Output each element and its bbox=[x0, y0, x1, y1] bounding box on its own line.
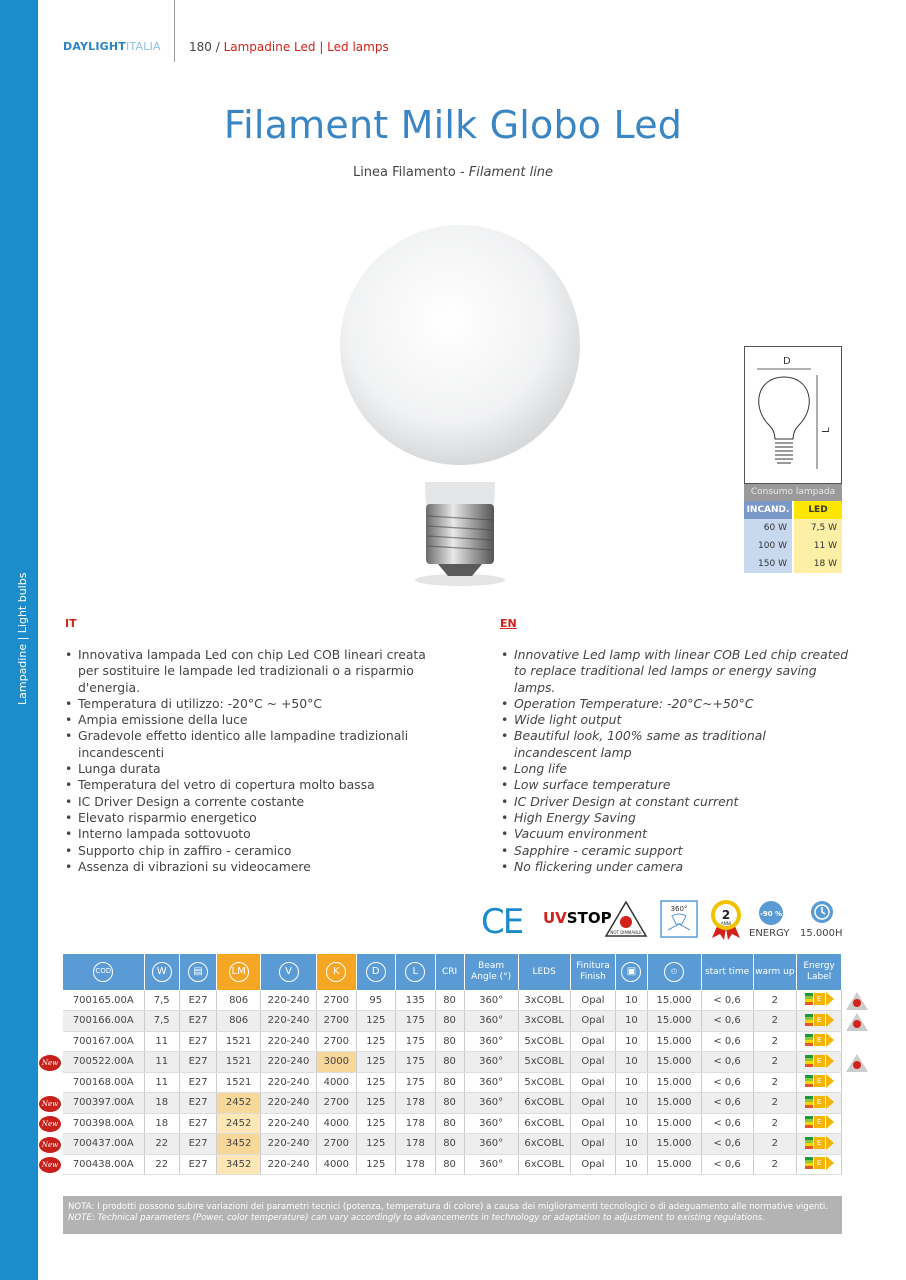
cell-lumen: 1521 bbox=[217, 1031, 261, 1052]
cell-box: 10 bbox=[616, 1072, 647, 1093]
consumption-row: 100 W 11 W bbox=[744, 537, 842, 555]
energy-class-icon: E bbox=[805, 1033, 834, 1047]
cell-leds: 6xCOBL bbox=[518, 1134, 570, 1155]
feature-item: • No flickering under camera bbox=[500, 859, 850, 875]
cell-beam: 360° bbox=[464, 1093, 518, 1114]
uv-stop-icon: UVSTOP bbox=[543, 909, 612, 927]
feature-item: • Vacuum environment bbox=[500, 826, 850, 842]
feature-item: • Lunga durata bbox=[64, 761, 434, 777]
cell-watt: 11 bbox=[144, 1052, 179, 1073]
feature-item: • Interno lampada sottovuoto bbox=[64, 826, 434, 842]
cell-life: 15.000 bbox=[647, 1072, 701, 1093]
col-d-header bbox=[356, 954, 395, 990]
cell-finish: Opal bbox=[570, 1134, 616, 1155]
consumption-header: INCAND. LED bbox=[744, 501, 842, 519]
box-icon: ▣ bbox=[621, 962, 641, 982]
energy-class-icon: E bbox=[805, 1156, 834, 1170]
cell-diameter: 125 bbox=[356, 1093, 395, 1114]
cell-diameter: 125 bbox=[356, 1052, 395, 1073]
cell-life: 15.000 bbox=[647, 1134, 701, 1155]
cell-watt: 11 bbox=[144, 1072, 179, 1093]
feature-item: • Operation Temperature: -20°C~+50°C bbox=[500, 696, 850, 712]
feature-item: • Innovative Led lamp with linear COB Led chip created to replace traditional led lamps or energy saving lamps. bbox=[500, 647, 850, 696]
cell-leds: 5xCOBL bbox=[518, 1031, 570, 1052]
energy-class-icon: E bbox=[805, 1013, 834, 1027]
cell-life: 15.000 bbox=[647, 1031, 701, 1052]
cell-diameter: 125 bbox=[356, 1031, 395, 1052]
cell-diameter: 95 bbox=[356, 990, 395, 1011]
table-row bbox=[63, 1093, 842, 1114]
col-base-header bbox=[179, 954, 216, 990]
feature-item: • IC Driver Design at constant current bbox=[500, 794, 850, 810]
cell-warm: 2 bbox=[753, 1052, 797, 1073]
dimension-diagram-icon bbox=[745, 347, 841, 483]
cell-cri: 80 bbox=[435, 1011, 464, 1032]
cell-length: 178 bbox=[396, 1093, 435, 1114]
cell-box: 10 bbox=[616, 1031, 647, 1052]
col-watt-header bbox=[144, 954, 179, 990]
cell-base: E27 bbox=[179, 1072, 216, 1093]
svg-text:ANNI: ANNI bbox=[721, 921, 731, 926]
watt-icon: W bbox=[152, 962, 172, 982]
cell-start: < 0,6 bbox=[701, 1031, 753, 1052]
not-dimmable-icon bbox=[604, 900, 648, 938]
cell-life: 15.000 bbox=[647, 1093, 701, 1114]
new-badge: New bbox=[39, 1137, 61, 1153]
table-header-row bbox=[63, 954, 842, 990]
cell-box: 10 bbox=[616, 990, 647, 1011]
col-leds-header: LEDS bbox=[518, 954, 570, 990]
cell-code: 700522.00A bbox=[63, 1052, 144, 1073]
product-image bbox=[330, 220, 590, 590]
cell-start: < 0,6 bbox=[701, 1093, 753, 1114]
cell-start: < 0,6 bbox=[701, 1072, 753, 1093]
svg-text:NOT DIMMABLE: NOT DIMMABLE bbox=[610, 930, 642, 935]
cell-start: < 0,6 bbox=[701, 1113, 753, 1134]
cell-diameter: 125 bbox=[356, 1011, 395, 1032]
cell-length: 135 bbox=[396, 990, 435, 1011]
cell-beam: 360° bbox=[464, 1031, 518, 1052]
cell-cri: 80 bbox=[435, 1113, 464, 1134]
cell-energy-label bbox=[797, 1093, 842, 1114]
cell-kelvin: 4000 bbox=[317, 1113, 356, 1134]
cell-beam: 360° bbox=[464, 990, 518, 1011]
cell-watt: 22 bbox=[144, 1154, 179, 1175]
cell-warm: 2 bbox=[753, 1093, 797, 1114]
energy-class-icon: E bbox=[805, 1115, 834, 1129]
dimension-drawing bbox=[744, 346, 842, 484]
diameter-icon: D bbox=[366, 962, 386, 982]
feature-item: • Sapphire - ceramic support bbox=[500, 843, 850, 859]
cell-start: < 0,6 bbox=[701, 990, 753, 1011]
energy-label-text: ENERGY bbox=[749, 928, 790, 939]
lumen-icon: LM bbox=[229, 962, 249, 982]
cell-finish: Opal bbox=[570, 1113, 616, 1134]
col-volt-header bbox=[260, 954, 316, 990]
lang-label-en: EN bbox=[500, 617, 517, 630]
feature-item: • Assenza di vibrazioni su videocamere bbox=[64, 859, 434, 875]
cell-cri: 80 bbox=[435, 1031, 464, 1052]
cell-base: E27 bbox=[179, 1113, 216, 1134]
cell-warm: 2 bbox=[753, 1011, 797, 1032]
cell-volt: 220-240 bbox=[260, 1134, 316, 1155]
header-divider bbox=[174, 0, 175, 62]
cell-volt: 220-240 bbox=[260, 1113, 316, 1134]
cell-finish: Opal bbox=[570, 1031, 616, 1052]
feature-item: • IC Driver Design a corrente costante bbox=[64, 794, 434, 810]
cell-watt: 18 bbox=[144, 1113, 179, 1134]
cell-life: 15.000 bbox=[647, 990, 701, 1011]
dimmable-warning-icon bbox=[846, 1054, 868, 1072]
col-box-header bbox=[616, 954, 647, 990]
cell-box: 10 bbox=[616, 1154, 647, 1175]
cell-leds: 5xCOBL bbox=[518, 1052, 570, 1073]
cell-finish: Opal bbox=[570, 1072, 616, 1093]
kelvin-icon: K bbox=[326, 962, 346, 982]
beam-angle-icon bbox=[660, 900, 698, 938]
volt-icon: V bbox=[279, 962, 299, 982]
cell-length: 178 bbox=[396, 1134, 435, 1155]
cell-leds: 6xCOBL bbox=[518, 1154, 570, 1175]
cell-length: 175 bbox=[396, 1031, 435, 1052]
cell-energy-label bbox=[797, 1113, 842, 1134]
page-number: 180 / bbox=[189, 40, 224, 54]
cell-watt: 22 bbox=[144, 1134, 179, 1155]
cell-life: 15.000 bbox=[647, 1154, 701, 1175]
cell-diameter: 125 bbox=[356, 1072, 395, 1093]
warranty-badge-icon bbox=[708, 898, 744, 940]
cell-base: E27 bbox=[179, 990, 216, 1011]
cell-volt: 220-240 bbox=[260, 1072, 316, 1093]
cell-kelvin: 2700 bbox=[317, 1093, 356, 1114]
new-badge: New bbox=[39, 1096, 61, 1112]
cell-kelvin: 2700 bbox=[317, 990, 356, 1011]
cell-diameter: 125 bbox=[356, 1134, 395, 1155]
dimension-l-label: L bbox=[821, 427, 832, 433]
energy-saving-icon bbox=[758, 900, 784, 926]
table-row bbox=[63, 1072, 842, 1093]
cell-lumen: 806 bbox=[217, 1011, 261, 1032]
cell-finish: Opal bbox=[570, 1011, 616, 1032]
cell-start: < 0,6 bbox=[701, 1154, 753, 1175]
cell-energy-label bbox=[797, 1052, 842, 1073]
cell-base: E27 bbox=[179, 1134, 216, 1155]
table-row bbox=[63, 1031, 842, 1052]
energy-class-icon: E bbox=[805, 992, 834, 1006]
cell-beam: 360° bbox=[464, 1134, 518, 1155]
cell-lumen: 806 bbox=[217, 990, 261, 1011]
cell-length: 175 bbox=[396, 1052, 435, 1073]
cell-lumen: 2452 bbox=[217, 1093, 261, 1114]
brand-logo: DAYLIGHTITALIA bbox=[63, 40, 161, 53]
cell-length: 175 bbox=[396, 1072, 435, 1093]
new-badge: New bbox=[39, 1157, 61, 1173]
page-subtitle: Linea Filamento - Filament line bbox=[352, 165, 554, 180]
feature-item: • Gradevole effetto identico alle lampadine tradizionali incandescenti bbox=[64, 728, 434, 761]
cell-code: 700168.00A bbox=[63, 1072, 144, 1093]
table-row bbox=[63, 1134, 842, 1155]
cell-volt: 220-240 bbox=[260, 990, 316, 1011]
cell-volt: 220-240 bbox=[260, 1052, 316, 1073]
table-row bbox=[63, 1113, 842, 1134]
ce-mark-icon: CE bbox=[481, 902, 523, 942]
cell-code: 700166.00A bbox=[63, 1011, 144, 1032]
cell-cri: 80 bbox=[435, 1134, 464, 1155]
cell-life: 15.000 bbox=[647, 1052, 701, 1073]
cell-warm: 2 bbox=[753, 1072, 797, 1093]
cell-code: 700437.00A bbox=[63, 1134, 144, 1155]
cell-start: < 0,6 bbox=[701, 1052, 753, 1073]
cell-code: 700397.00A bbox=[63, 1093, 144, 1114]
col-lumen-header bbox=[217, 954, 261, 990]
dimmable-warning-icon bbox=[846, 992, 868, 1010]
cell-volt: 220-240 bbox=[260, 1011, 316, 1032]
new-badge: New bbox=[39, 1116, 61, 1132]
cell-base: E27 bbox=[179, 1154, 216, 1175]
cell-length: 175 bbox=[396, 1011, 435, 1032]
cell-base: E27 bbox=[179, 1031, 216, 1052]
cell-life: 15.000 bbox=[647, 1113, 701, 1134]
col-warm-header: warm up bbox=[753, 954, 797, 990]
cell-box: 10 bbox=[616, 1113, 647, 1134]
energy-class-icon: E bbox=[805, 1054, 834, 1068]
lifetime-clock-icon bbox=[810, 900, 834, 924]
cell-watt: 11 bbox=[144, 1031, 179, 1052]
feature-item: • Supporto chip in zaffiro - ceramico bbox=[64, 843, 434, 859]
cell-volt: 220-240 bbox=[260, 1093, 316, 1114]
cell-base: E27 bbox=[179, 1052, 216, 1073]
cell-kelvin: 4000 bbox=[317, 1072, 356, 1093]
consumption-title: Consumo lampada bbox=[744, 484, 842, 501]
breadcrumb-link[interactable]: Lampadine Led | Led lamps bbox=[223, 40, 389, 54]
cell-volt: 220-240 bbox=[260, 1154, 316, 1175]
cell-kelvin: 2700 bbox=[317, 1134, 356, 1155]
energy-class-icon: E bbox=[805, 1095, 834, 1109]
col-kelvin-header bbox=[317, 954, 356, 990]
feature-item: • High Energy Saving bbox=[500, 810, 850, 826]
cell-beam: 360° bbox=[464, 1113, 518, 1134]
cell-length: 178 bbox=[396, 1113, 435, 1134]
cell-cri: 80 bbox=[435, 1072, 464, 1093]
energy-class-icon: E bbox=[805, 1074, 834, 1088]
cell-energy-label bbox=[797, 1154, 842, 1175]
cell-warm: 2 bbox=[753, 1134, 797, 1155]
svg-text:360°: 360° bbox=[670, 905, 688, 913]
cell-box: 10 bbox=[616, 1011, 647, 1032]
lifetime-icon: ◴ bbox=[664, 962, 684, 982]
col-finish-header: Finitura Finish bbox=[570, 954, 616, 990]
cell-box: 10 bbox=[616, 1093, 647, 1114]
cell-leds: 3xCOBL bbox=[518, 1011, 570, 1032]
cell-code: 700398.00A bbox=[63, 1113, 144, 1134]
cell-leds: 6xCOBL bbox=[518, 1113, 570, 1134]
cell-volt: 220-240 bbox=[260, 1031, 316, 1052]
features-list-it bbox=[64, 647, 434, 875]
cell-warm: 2 bbox=[753, 990, 797, 1011]
cell-warm: 2 bbox=[753, 1031, 797, 1052]
consumption-table bbox=[744, 484, 842, 573]
cell-start: < 0,6 bbox=[701, 1011, 753, 1032]
cell-beam: 360° bbox=[464, 1011, 518, 1032]
cell-watt: 7,5 bbox=[144, 1011, 179, 1032]
cell-box: 10 bbox=[616, 1052, 647, 1073]
table-row bbox=[63, 990, 842, 1011]
cell-finish: Opal bbox=[570, 1052, 616, 1073]
cell-base: E27 bbox=[179, 1093, 216, 1114]
cell-watt: 7,5 bbox=[144, 990, 179, 1011]
lang-label-it: IT bbox=[65, 617, 77, 630]
col-code-header bbox=[63, 954, 144, 990]
col-start-header: start time bbox=[701, 954, 753, 990]
spec-table-body bbox=[63, 990, 842, 1175]
consumption-row: 60 W 7,5 W bbox=[744, 519, 842, 537]
table-row bbox=[63, 1052, 842, 1073]
cell-finish: Opal bbox=[570, 1093, 616, 1114]
new-badge: New bbox=[39, 1055, 61, 1071]
cell-cri: 80 bbox=[435, 1154, 464, 1175]
cell-leds: 5xCOBL bbox=[518, 1072, 570, 1093]
cell-beam: 360° bbox=[464, 1072, 518, 1093]
cell-lumen: 2452 bbox=[217, 1113, 261, 1134]
cell-energy-label bbox=[797, 990, 842, 1011]
cell-diameter: 125 bbox=[356, 1113, 395, 1134]
dimmable-warning-icon bbox=[846, 1013, 868, 1031]
col-beam-header: Beam Angle (°) bbox=[464, 954, 518, 990]
feature-item: • Temperatura di utilizzo: -20°C ~ +50°C bbox=[64, 696, 434, 712]
cell-lumen: 3452 bbox=[217, 1154, 261, 1175]
breadcrumb bbox=[189, 40, 389, 54]
col-life-header bbox=[647, 954, 701, 990]
cell-beam: 360° bbox=[464, 1052, 518, 1073]
cell-life: 15.000 bbox=[647, 1011, 701, 1032]
cell-energy-label bbox=[797, 1134, 842, 1155]
feature-item: • Low surface temperature bbox=[500, 777, 850, 793]
cell-length: 178 bbox=[396, 1154, 435, 1175]
cell-leds: 3xCOBL bbox=[518, 990, 570, 1011]
consumption-row: 150 W 18 W bbox=[744, 555, 842, 573]
cell-cri: 80 bbox=[435, 1093, 464, 1114]
spec-table bbox=[63, 954, 842, 1175]
feature-item: • Elevato risparmio energetico bbox=[64, 810, 434, 826]
lifetime-label-text: 15.000H bbox=[800, 928, 843, 939]
cell-code: 700438.00A bbox=[63, 1154, 144, 1175]
svg-text:-90 %: -90 % bbox=[759, 910, 783, 918]
cell-finish: Opal bbox=[570, 990, 616, 1011]
cell-kelvin: 4000 bbox=[317, 1154, 356, 1175]
col-cri-header: CRI bbox=[435, 954, 464, 990]
code-icon: COD bbox=[93, 962, 113, 982]
cell-energy-label bbox=[797, 1031, 842, 1052]
cell-leds: 6xCOBL bbox=[518, 1093, 570, 1114]
page-title: Filament Milk Globo Led bbox=[223, 103, 683, 147]
feature-item: • Wide light output bbox=[500, 712, 850, 728]
table-row bbox=[63, 1011, 842, 1032]
cell-beam: 360° bbox=[464, 1154, 518, 1175]
cell-box: 10 bbox=[616, 1134, 647, 1155]
energy-class-icon: E bbox=[805, 1136, 834, 1150]
cell-lumen: 3452 bbox=[217, 1134, 261, 1155]
cell-start: < 0,6 bbox=[701, 1134, 753, 1155]
sidebar-label: Lampadine | Light bulbs bbox=[16, 572, 29, 705]
cell-diameter: 125 bbox=[356, 1154, 395, 1175]
feature-item: • Ampia emissione della luce bbox=[64, 712, 434, 728]
dimension-d-label: D bbox=[783, 356, 791, 367]
cell-cri: 80 bbox=[435, 1052, 464, 1073]
feature-item: • Innovativa lampada Led con chip Led COB lineari creata per sostituire le lampade led tradizionali o a risparmio d'energia. bbox=[64, 647, 434, 696]
cell-warm: 2 bbox=[753, 1154, 797, 1175]
svg-text:2: 2 bbox=[721, 908, 731, 922]
cell-cri: 80 bbox=[435, 990, 464, 1011]
feature-item: • Temperatura del vetro di copertura molto bassa bbox=[64, 777, 434, 793]
cell-lumen: 1521 bbox=[217, 1052, 261, 1073]
cell-code: 700165.00A bbox=[63, 990, 144, 1011]
cell-lumen: 1521 bbox=[217, 1072, 261, 1093]
cell-kelvin: 2700 bbox=[317, 1011, 356, 1032]
cell-watt: 18 bbox=[144, 1093, 179, 1114]
cell-kelvin: 3000 bbox=[317, 1052, 356, 1073]
cell-warm: 2 bbox=[753, 1113, 797, 1134]
table-row bbox=[63, 1154, 842, 1175]
disclaimer-note: NOTA: I prodotti possono subire variazioni dei parametri tecnici (potenza, temperatura di colore) a causa dei miglioramenti tecnologici o di adeguamento alle normative vigenti. NOTE: Technical parameters (Power, color temperature) can vary accordingly to advancements in technology or adaptation to adjustment to existing regulations. bbox=[63, 1196, 842, 1234]
cell-energy-label bbox=[797, 1011, 842, 1032]
cell-energy-label bbox=[797, 1072, 842, 1093]
cell-finish: Opal bbox=[570, 1154, 616, 1175]
feature-item: • Beautiful look, 100% same as traditional incandescent lamp bbox=[500, 728, 850, 761]
cell-base: E27 bbox=[179, 1011, 216, 1032]
feature-item: • Long life bbox=[500, 761, 850, 777]
cell-code: 700167.00A bbox=[63, 1031, 144, 1052]
features-list-en bbox=[500, 647, 850, 875]
col-l-header bbox=[396, 954, 435, 990]
length-icon: L bbox=[405, 962, 425, 982]
cell-kelvin: 2700 bbox=[317, 1031, 356, 1052]
col-energy-header: Energy Label bbox=[797, 954, 842, 990]
socket-icon: ▤ bbox=[188, 962, 208, 982]
